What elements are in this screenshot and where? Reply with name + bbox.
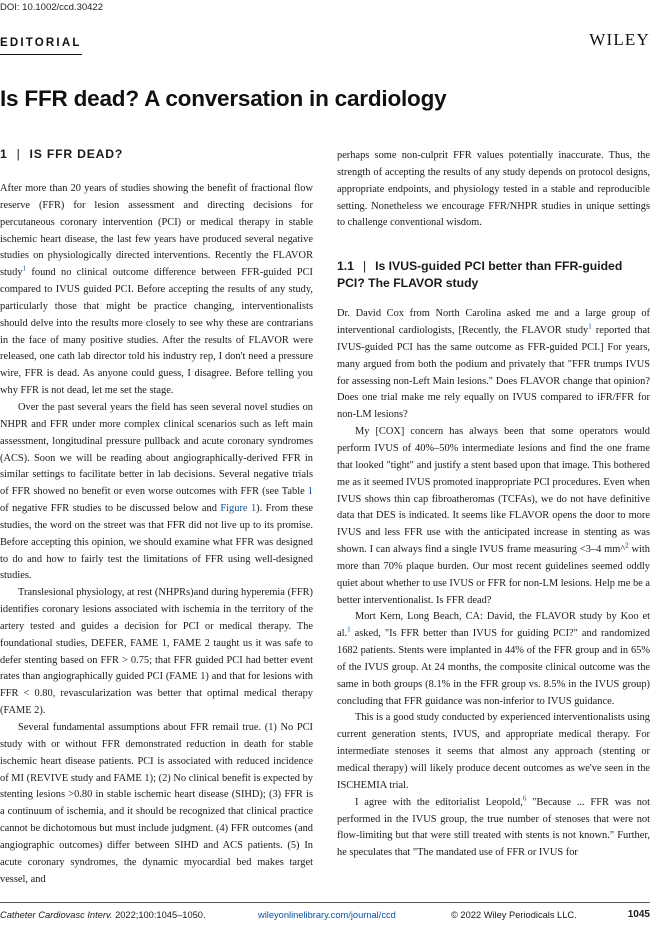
- table-reference-link[interactable]: 1: [307, 486, 313, 498]
- paragraph-text: I agree with the editorialist Leopold,: [355, 796, 523, 808]
- paragraph-continued: perhaps some non-culprit FFR values potentially inaccurate. Thus, the strength of accepting the results of any study depends on protocol designs, appropriate endpoints, and physiology tested in a stable and reproducible setting. Nonetheless we encourage FFR/NHPR studies in unique settings to challenge conventional wisdom.: [337, 150, 650, 229]
- paragraph-text: of negative FFR studies to be discussed below and: [0, 503, 221, 515]
- paragraph-9: [337, 795, 650, 862]
- heading-text: Is IVUS-guided PCI better than FFR-guided PCI? The FLAVOR study: [337, 259, 623, 291]
- paragraph-text: ). From these studies, the word on the street was that FFR did not live up to its promise. Before accepting this opinion, we should examine what FFR was designed to do and how to fairly test the limitations of FFR using well-designed studies.: [0, 503, 313, 582]
- section-rule: [0, 54, 82, 55]
- paragraph-text: After more than 20 years of studies showing the benefit of fractional flow reserve (FFR) for lesion assessment and directing decisions for percutaneous coronary intervention (PCI) or medical therapy in stable ischemic heart disease, the last few years have produced several negative studies on physiologically directed interventions. Recently the FLAVOR study: [0, 183, 313, 279]
- paragraph-text: asked, "Is FFR better than IVUS for guiding PCI?" and randomized 1682 patients. Stents were implanted in 44% of the FFR group and in 65% of the IVUS group. At 24 months, the composite clinical outcome was the same in both groups (8.1% in the FFR group vs. 8.5% in the IVUS group) concluding that FFR guidance was non-inferior to IVUS guidance.: [337, 628, 650, 707]
- page-footer: [0, 902, 650, 925]
- reference-link[interactable]: 1: [22, 264, 27, 273]
- paragraph-5: [337, 306, 650, 424]
- section-type-label: EDITORIAL: [0, 37, 82, 49]
- paragraph-text: Mort Kern, Long Beach, CA: David, the FLAVOR study by Koo et al.: [337, 611, 650, 640]
- reference-link[interactable]: 6: [522, 794, 527, 803]
- paragraph-text: with more than 70% plaque burden. Our most recent guidelines seemed oddly quiet about whether to use IVUS or FFR for non-LM lesions. Help me be a better interventionalist. Is FFR dead?: [337, 544, 650, 606]
- page-number: 1045: [627, 909, 650, 920]
- section-heading-1: [0, 145, 313, 163]
- paragraph-text: Dr. David Cox from North Carolina asked me and a large group of interventional cardiologists, [Recently, the FLAVOR study: [337, 308, 650, 337]
- journal-url-link[interactable]: wileyonlinelibrary.com/journal/ccd: [258, 910, 396, 920]
- article-title: Is FFR dead? A conversation in cardiology: [0, 86, 447, 111]
- heading-number: 1: [0, 147, 8, 161]
- paragraph-text: My [COX] concern has always been that some operators would perform IVUS of 40%–50% intermediate lesions and find the one frame that looked "tight" and justify a stent based upon that image. This bothered me as it seemed IVUS promoted inappropriate PCI procedures. Even when IVUS shows thin cap fibroatheromas (TCFAs), we do not have definitive data that DES is indicated. It seems like FLAVOR opens the door to more IVUS and less FFR use with the anticipated increase in stenting as was shown. I can always find a single IVUS frame measuring <3–4 mm^: [337, 426, 650, 556]
- heading-separator: |: [362, 259, 367, 274]
- paragraph-3: Translesional physiology, at rest (NHPRs)and during hyperemia (FFR) identifies coronary lesions associated with ischemia in the territory of the artery tested and guides a decision for PCI or medical therapy. The foundational studies, DEFER, FAME 1, FAME 2 taught us it was safe to defer stenting based on FFR > 0.75; that FFR guided PCI had better event rates than angiographically guided PCI (FAME 1) and that for lesions with FFR < 0.80, revascularization was better that optimal medical therapy (FAME 2).: [0, 587, 313, 717]
- reference-link[interactable]: 1: [347, 625, 351, 634]
- paragraph-text: reported that IVUS-guided PCI has the same outcome as FFR-guided PCI.] For years, many argued from both the podium and privately that "FFR trumps IVUS for assessing non-Left Main lesions." Does FLAVOR change that opinion? Does one trial make me rely equally on IVUS compared to iFR/FFR for non-LM lesions?: [337, 325, 650, 421]
- heading-separator: |: [16, 147, 21, 161]
- publisher-logo: WILEY: [589, 30, 650, 49]
- paragraph-text: found no clinical outcome difference between FFR-guided PCI compared to IVUS guided PCI. Before accepting the results of any study, particularly those that might be practice changing, interventionalists should delve into the results more closely to see why these are contrarians in the face of many positive studies. After the results of FLAVOR were released, one cath lab director told his industry rep, I don't need a pressure wire, FFR is dead. As anyone could guess, I disagree. Before telling you why FFR is not dead, let me set the stage.: [0, 267, 313, 397]
- footer-journal: [0, 910, 206, 920]
- paragraph-4: Several fundamental assumptions about FFR remail true. (1) No PCI study with or without FFR demonstrated reduction in death for stable ischemic heart disease patients. PCI is associated with reduced incidence of MI (REVIVE study and FAME 1); (2) No clinical benefit is expected by stenting lesions >0.80 in stable ischemic heart disease (SIHD); (3) FFR is a continuum of ischemia, and it should be recognized that clinical practice cannot be dichotomous but must include judgment. (4) FFR outcomes (and angiographic outcomes) differ between SIHD and ACS patients. (5) In acute coronary syndromes, the dynamic myocardial bed makes target vessel, and: [0, 722, 313, 885]
- section-heading-1-1: [337, 258, 650, 292]
- right-column: [337, 148, 650, 862]
- paragraph-text: Over the past several years the field has seen several novel studies on NHPR and FFR under more complex clinical scenarios such as left main assessment, longitudinal pressure pullback and acute coronary syndromes (ACS). Soon we will be reading about angiographically-derived FFR in similar settings to facilitate better in lab decisions. Several negative trials of FFR showed no benefit or even worse outcomes with FFR (see Table: [0, 401, 313, 498]
- reference-link[interactable]: 1: [588, 322, 592, 331]
- figure-reference-link[interactable]: Figure 1: [220, 503, 257, 515]
- copyright-text: © 2022 Wiley Periodicals LLC.: [451, 910, 577, 920]
- doi-text: DOI: 10.1002/ccd.30422: [0, 2, 103, 13]
- paragraph-7: [337, 609, 650, 710]
- superscript: 2: [625, 541, 629, 550]
- paragraph-8: This is a good study conducted by experienced interventionalists using current generation stents, IVUS, and appropriate medical therapy. For intermediate stenoses it seems that almost any approach (stenting or medical therapy) will likely produce decent outcomes as we've seen in the ISCHEMIA trial.: [337, 712, 650, 791]
- paragraph-text: "Because ... FFR was not performed in the IVUS group, the true number of stenoses that were not flow-limiting but that were still treated with stents is not known." Further, he speculates that "The mandated use of FFR or IVUS for: [337, 796, 650, 859]
- heading-number: 1.1: [337, 259, 354, 274]
- paragraph-6: [337, 424, 650, 609]
- journal-citation: 2022;100:1045–1050.: [112, 910, 206, 920]
- journal-name: Catheter Cardiovasc Interv.: [0, 910, 113, 920]
- left-column: [0, 145, 313, 888]
- paragraph-2: [0, 400, 313, 585]
- paragraph-1: [0, 181, 313, 400]
- heading-text: IS FFR DEAD?: [29, 147, 124, 161]
